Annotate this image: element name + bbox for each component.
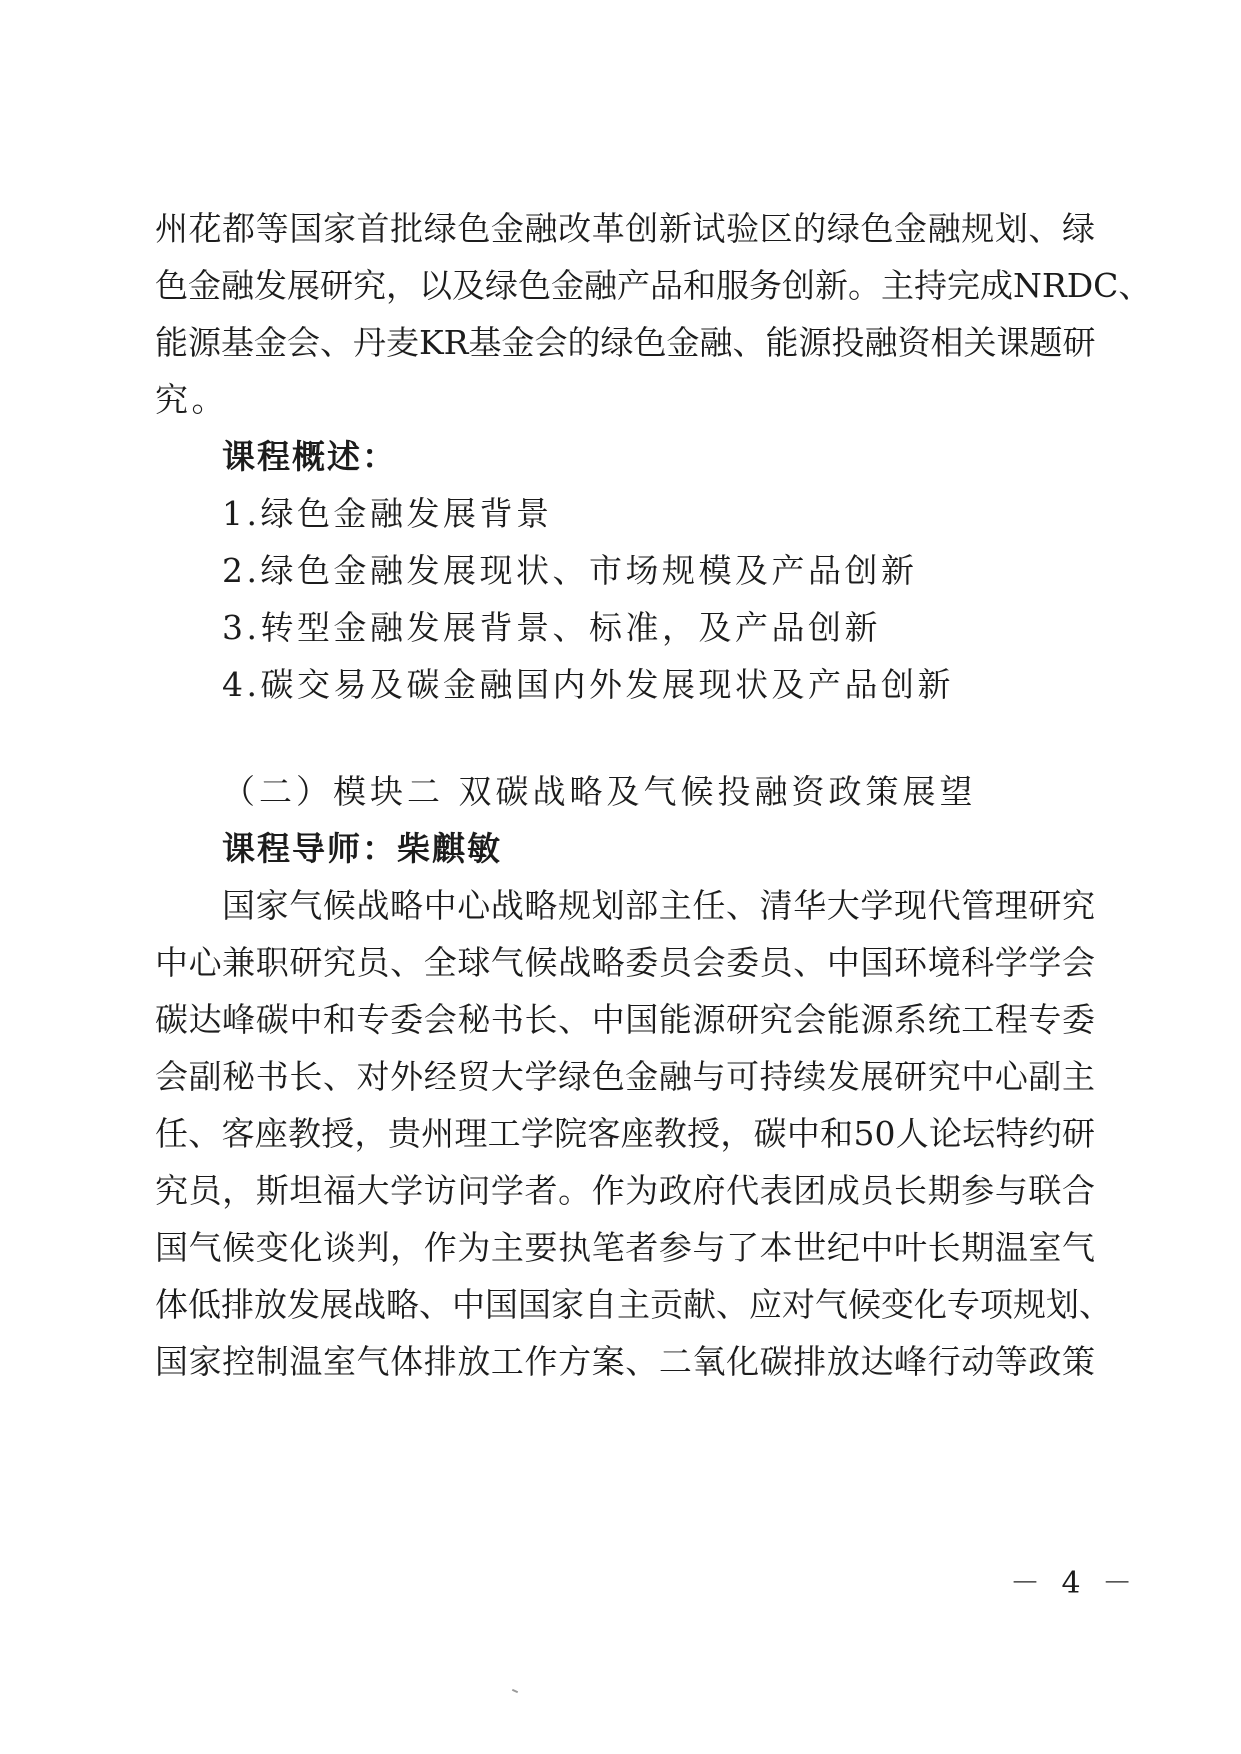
paragraph-line: 色金融发展研究，以及绿色金融产品和服务创新。主持完成NRDC、	[155, 266, 1152, 305]
scan-speck	[512, 1689, 518, 1693]
paragraph-line: 中心兼职研究员、全球气候战略委员会委员、中国环境科学学会	[155, 943, 1095, 982]
paragraph-line: 能源基金会、丹麦KR基金会的绿色金融、能源投融资相关课题研	[155, 323, 1096, 362]
paragraph-line: 国家控制温室气体排放工作方案、二氧化碳排放达峰行动等政策	[155, 1342, 1095, 1381]
course-overview-heading: 课程概述：	[222, 437, 397, 476]
module-heading: （二）模块二 双碳战略及气候投融资政策展望	[222, 772, 977, 811]
paragraph-line: 任、客座教授，贵州理工学院客座教授，碳中和50人论坛特约研	[155, 1114, 1095, 1153]
paragraph-line: 会副秘书长、对外经贸大学绿色金融与可持续发展研究中心副主	[155, 1057, 1095, 1096]
course-overview-item: 4.碳交易及碳金融国内外发展现状及产品创新	[222, 665, 954, 704]
instructor-line: 课程导师：柴麒敏	[222, 829, 502, 868]
paragraph-line: 国家气候战略中心战略规划部主任、清华大学现代管理研究	[222, 886, 1095, 925]
paragraph-line: 州花都等国家首批绿色金融改革创新试验区的绿色金融规划、绿	[155, 209, 1095, 248]
paragraph-line: 体低排放发展战略、中国国家自主贡献、应对气候变化专项规划、	[155, 1285, 1112, 1324]
course-overview-item: 2.绿色金融发展现状、市场规模及产品创新	[222, 551, 918, 590]
course-overview-item: 1.绿色金融发展背景	[222, 494, 553, 533]
paragraph-line: 究员，斯坦福大学访问学者。作为政府代表团成员长期参与联合	[155, 1171, 1095, 1210]
page-number: － 4 －	[1010, 1566, 1139, 1601]
paragraph-line: 碳达峰碳中和专委会秘书长、中国能源研究会能源系统工程专委	[155, 1000, 1095, 1039]
course-overview-item: 3.转型金融发展背景、标准，及产品创新	[222, 608, 881, 647]
paragraph-line: 究。	[155, 380, 228, 419]
paragraph-line: 国气候变化谈判，作为主要执笔者参与了本世纪中叶长期温室气	[155, 1228, 1095, 1267]
